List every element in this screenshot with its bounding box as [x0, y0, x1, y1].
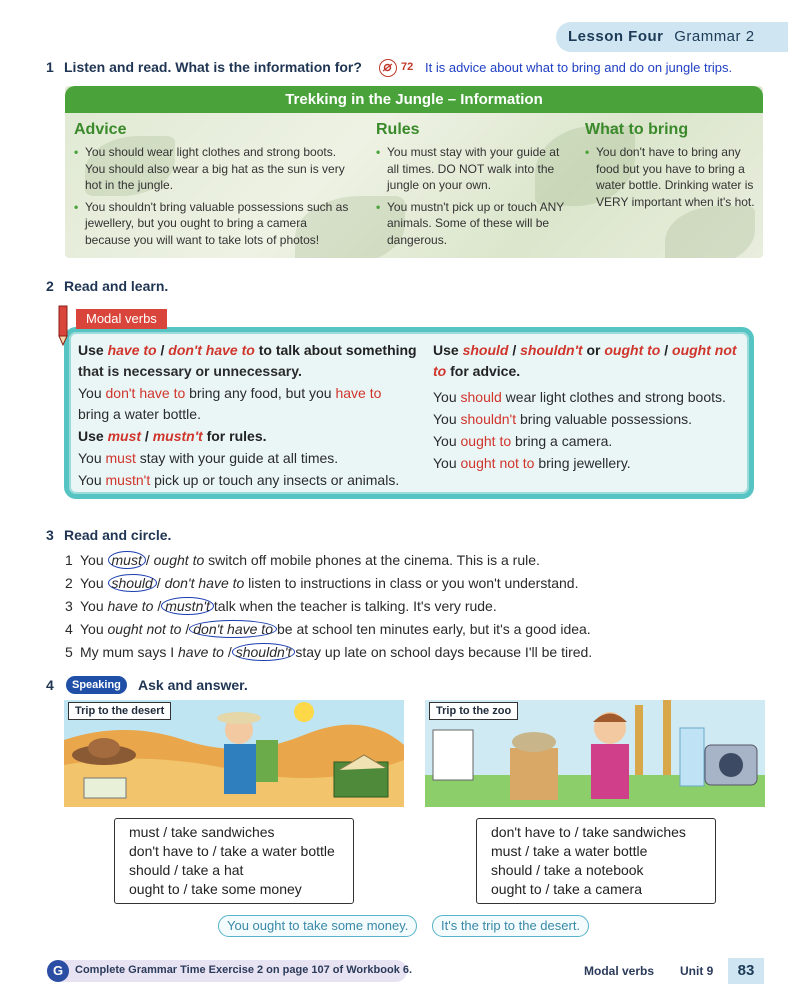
list-item: • You must stay with your guide at all times. DO NOT walk into the jungle on your own. [376, 144, 571, 194]
speech-bubble-question: You ought to take some money. [218, 915, 417, 937]
modal-verbs-tag: Modal verbs [76, 309, 167, 329]
footer-unit: Unit 9 [680, 964, 714, 978]
sentence-4: 4 You ought not to / don't have to be at school ten minutes early, but it's a good idea. [65, 621, 591, 637]
desert-label: Trip to the desert [68, 702, 171, 720]
modal-right-line-3: You should wear light clothes and strong boots. [433, 389, 726, 405]
grammar-time-icon: G [47, 960, 69, 982]
desert-prompts-box [114, 818, 354, 904]
pencil-icon [56, 304, 70, 346]
modal-left-line-1: Use have to / don't have to to talk about something [78, 342, 417, 358]
modal-left-line-3: You don't have to bring any food, but you have to [78, 385, 382, 401]
prompt-line: must / take sandwiches [129, 824, 275, 840]
footer-topic: Modal verbs [584, 964, 655, 978]
circled-answer[interactable]: mustn't [161, 597, 214, 615]
circled-answer[interactable]: shouldn't [232, 643, 296, 661]
list-item: • You shouldn't bring valuable possessions such as jewellery, but you ought to bring a camera because you will want to take lots of photos! [74, 199, 354, 249]
modal-left-line-4: bring a water bottle. [78, 406, 201, 422]
prompt-line: don't have to / take a water bottle [129, 843, 335, 859]
exercise-1-number: 1 [46, 59, 54, 75]
list-item: • You don't have to bring any food but you have to bring a water bottle. Drinking water is VERY important when it's hot. [585, 144, 755, 210]
lesson-section: Grammar 2 [674, 28, 755, 45]
modal-left-line-5: Use must / mustn't for rules. [78, 428, 267, 444]
modal-left-line-6: You must stay with your guide at all times. [78, 450, 339, 466]
rules-heading: Rules [376, 121, 420, 138]
exercise-3-title: Read and circle. [64, 527, 172, 543]
circled-answer[interactable]: should [108, 574, 157, 592]
jungle-box-title: Trekking in the Jungle – Information [65, 86, 763, 113]
jungle-info-box [65, 86, 763, 258]
modal-right-line-5: You ought to bring a camera. [433, 433, 613, 449]
sentence-5: 5 My mum says I have to / shouldn't stay up late on school days because I'll be tired. [65, 644, 593, 660]
circled-answer[interactable]: don't have to [189, 620, 277, 638]
rules-list [376, 144, 571, 253]
exercise-2-title: Read and learn. [64, 278, 169, 294]
exercise-3-number: 3 [46, 527, 54, 543]
exercise-4-title: Ask and answer. [138, 677, 248, 693]
modal-left-line-7: You mustn't pick up or touch any insects or animals. [78, 472, 400, 488]
prompt-line: don't have to / take sandwiches [491, 824, 686, 840]
speaking-badge: Speaking [66, 676, 127, 694]
circled-answer[interactable]: must [108, 551, 146, 569]
exercise-4-number: 4 [46, 677, 54, 693]
lesson-number: Lesson Four [568, 28, 664, 45]
modal-right-line-2: to for advice. [433, 363, 521, 379]
zoo-prompts-box [476, 818, 716, 904]
page-number: 83 [728, 958, 764, 984]
audio-track-number: 72 [401, 61, 414, 73]
desert-picture [64, 700, 404, 807]
sentence-2: 2 You should / don't have to listen to instructions in class or you won't understand. [65, 575, 579, 591]
list-item: • You should wear light clothes and strong boots. You should also wear a big hat as the sun is very hot in the jungle. [74, 144, 354, 194]
prompt-line: should / take a notebook [491, 862, 644, 878]
zoo-label: Trip to the zoo [429, 702, 518, 720]
exercise-1-title: Listen and read. What is the information for? [64, 59, 362, 75]
modal-right-line-1: Use should / shouldn't or ought to / ought not [433, 342, 737, 358]
exercise-2-number: 2 [46, 278, 54, 294]
prompt-line: should / take a hat [129, 862, 244, 878]
what-to-bring-heading: What to bring [585, 121, 689, 138]
footer-instruction: Complete Grammar Time Exercise 2 on page 107 of Workbook 6. [75, 964, 413, 976]
advice-list [74, 144, 354, 253]
modal-right-line-4: You shouldn't bring valuable possessions. [433, 411, 693, 427]
advice-heading: Advice [74, 121, 127, 138]
sentence-1: 1 You must / ought to switch off mobile phones at the cinema. This is a rule. [65, 552, 540, 568]
audio-icon[interactable] [379, 59, 397, 77]
lesson-header [556, 22, 788, 52]
list-item: • You mustn't pick up or touch ANY animals. Some of these will be dangerous. [376, 199, 571, 249]
modal-left-line-2: that is necessary or unnecessary. [78, 363, 302, 379]
exercise-1-answer: It is advice about what to bring and do on jungle trips. [425, 60, 733, 75]
prompt-line: ought to / take some money [129, 881, 302, 897]
zoo-picture [425, 700, 765, 807]
what-to-bring-list [585, 144, 755, 215]
prompt-line: ought to / take a camera [491, 881, 642, 897]
sentence-3: 3 You have to / mustn't talk when the teacher is talking. It's very rude. [65, 598, 497, 614]
prompt-line: must / take a water bottle [491, 843, 648, 859]
modal-right-line-6: You ought not to bring jewellery. [433, 455, 631, 471]
speech-bubble-answer: It's the trip to the desert. [432, 915, 589, 937]
